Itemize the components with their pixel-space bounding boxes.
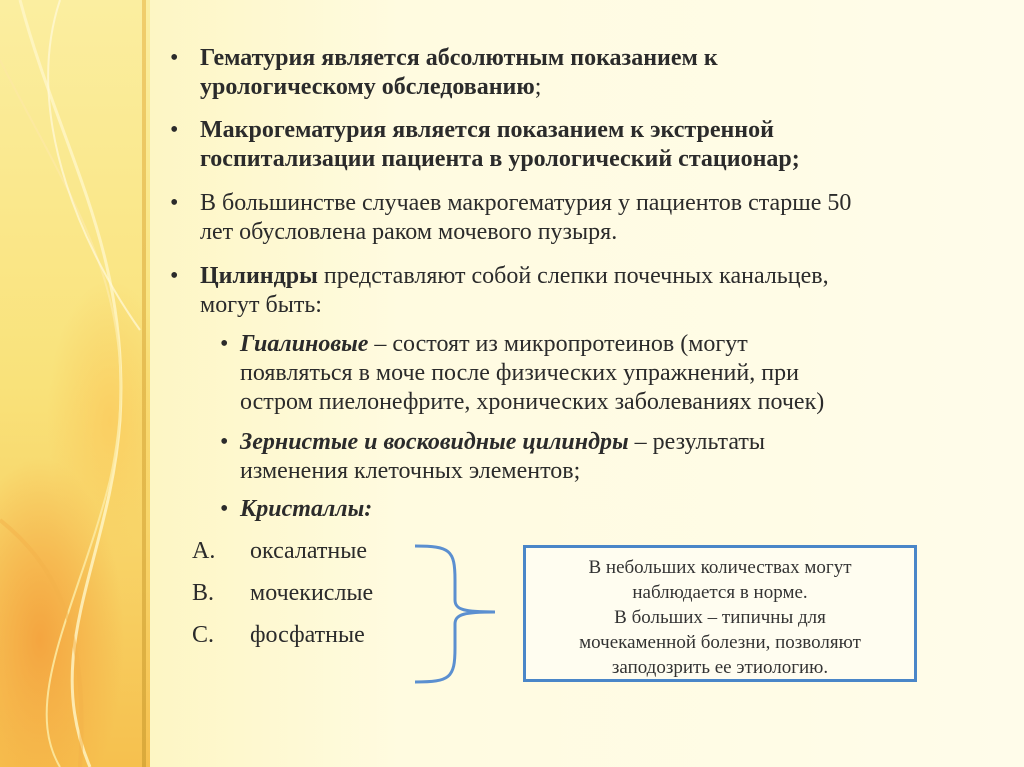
subbullet-text [240, 330, 960, 417]
list-item-oxalate: оксалатные [250, 538, 367, 564]
bold-line: Гематурия является абсолютным показанием к [200, 45, 718, 71]
vertical-divider [142, 0, 146, 767]
text-line: остром пиелонефрите, хронических заболеваниях почек) [240, 389, 825, 415]
italic-term: Зернистые и восковидные цилиндры [240, 429, 629, 455]
list-item-phosphate: фосфатные [250, 622, 365, 648]
bullet-marker: • [220, 429, 229, 455]
note-line: наблюдается в норме. [632, 582, 808, 603]
note-line: мочекаменной болезни, позволяют [579, 632, 861, 653]
bullet-marker: • [170, 117, 179, 143]
note-line: В небольших количествах могут [588, 557, 852, 578]
bullet-marker: • [220, 496, 229, 522]
bullet-marker: • [170, 190, 179, 216]
text-line: лет обусловлена раком мочевого пузыря. [200, 219, 618, 245]
bold-line: урологическому обследованию [200, 74, 535, 100]
text-line: появляться в моче после физических упражнений, при [240, 360, 799, 386]
text-line: – состоят из микропротеинов (могут [368, 331, 748, 357]
list-item-uric: мочекислые [250, 580, 374, 606]
bullet-text [200, 189, 990, 247]
text-line: – результаты [628, 429, 765, 455]
text-line: В большинстве случаев макрогематурия у пациентов старше 50 [200, 190, 852, 216]
curly-brace-icon [410, 540, 500, 690]
bullet-text [200, 262, 990, 320]
bullet-marker: • [170, 263, 179, 289]
list-letter-c: C. [192, 622, 215, 648]
bold-line: госпитализации пациента в урологический стационар; [200, 146, 800, 172]
text-line: изменения клеточных элементов; [240, 458, 581, 484]
text-line: могут быть: [200, 292, 322, 318]
bullet-marker: • [170, 45, 179, 71]
note-box [523, 545, 917, 682]
italic-term: Кристаллы: [240, 496, 373, 522]
bold-line: Макрогематурия является показанием к экстренной [200, 117, 774, 143]
note-line: В больших – типичны для [614, 607, 826, 628]
list-letter-a: A. [192, 538, 216, 564]
subbullet-text [240, 428, 960, 486]
subbullet-text [240, 495, 960, 524]
note-line: заподозрить ее этиологию. [611, 657, 829, 678]
bullet-text [200, 44, 990, 102]
bold-term: Цилиндры [200, 263, 318, 289]
wave-ornament [0, 0, 150, 767]
bullet-marker: • [220, 331, 229, 357]
text-line: представляют собой слепки почечных канальцев, [317, 263, 829, 289]
italic-term: Гиалиновые [240, 331, 369, 357]
bullet-text [200, 116, 990, 174]
list-letter-b: B. [192, 580, 215, 606]
decorative-left-panel [0, 0, 150, 767]
punctuation: ; [534, 74, 542, 100]
